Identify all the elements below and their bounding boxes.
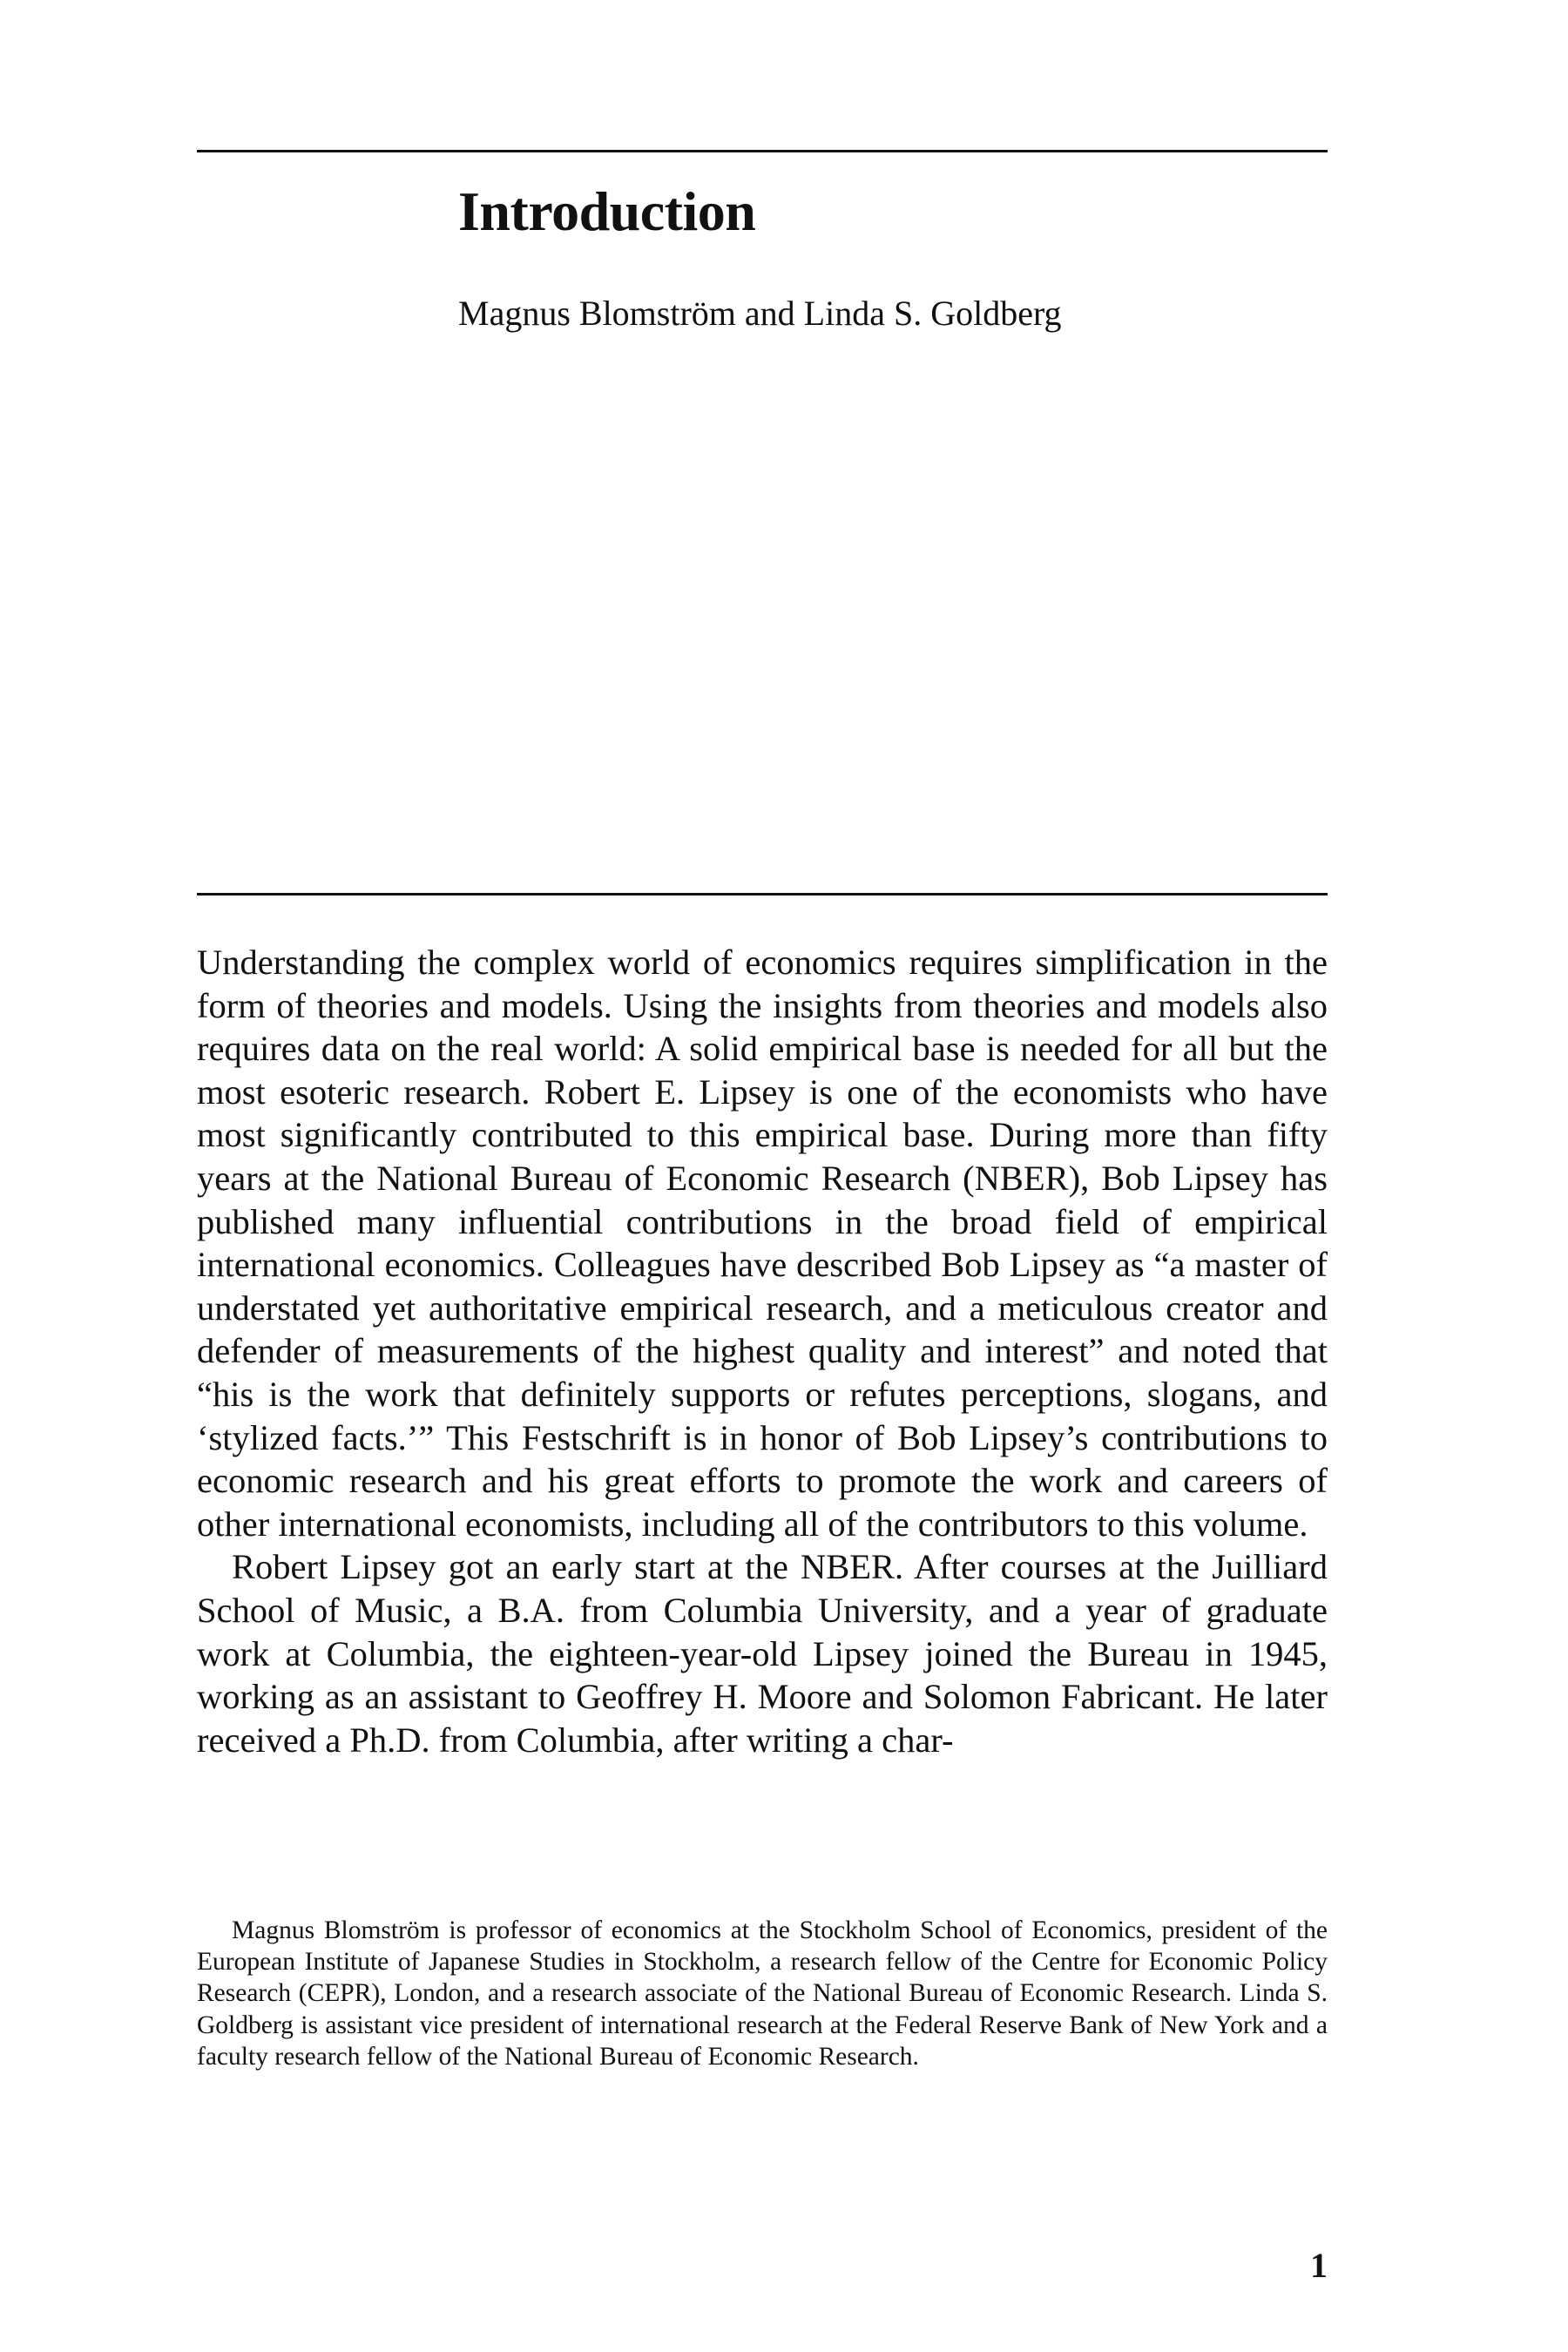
body-text [197, 941, 1328, 1761]
body-paragraph: Understanding the complex world of economics requires simplification in the form of theories and models. Using the insights from theories and models also requires data on the real world: A solid empirical base is needed for all but the most esoteric research. Robert E. Lipsey is one of the economists who have most significantly contributed to this empirical base. During more than fifty years at the National Bureau of Economic Research (NBER), Bob Lipsey has published many influential contributions in the broad field of empirical international economics. Colleagues have described Bob Lipsey as “a master of understated yet authoritative empirical research, and a meticulous creator and defender of measurements of the highest quality and interest” and noted that “his is the work that definitely supports or refutes perceptions, slogans, and ‘stylized facts.’” This Festschrift is in honor of Bob Lipsey’s contributions to economic research and his great efforts to promote the work and careers of other international economists, including all of the contributors to this volume. [197, 943, 1328, 1544]
chapter-title: Introduction [458, 180, 756, 242]
page-number: 1 [1310, 2246, 1328, 2285]
body-paragraph: Robert Lipsey got an early start at the NBER. After courses at the Juilliard School of Music, a B.A. from Columbia University, and a year of graduate work at Columbia, the eighteen-year-old Lipsey joined the Bureau in 1945, working as an assistant to Geoffrey H. Moore and Solomon Fabricant. He later received a Ph.D. from Columbia, after writing a char- [197, 1547, 1328, 1760]
top-rule [197, 150, 1328, 152]
chapter-authors: Magnus Blomström and Linda S. Goldberg [458, 294, 1062, 333]
title-block-bottom-rule [197, 893, 1328, 896]
author-footnote: Magnus Blomström is professor of economics at the Stockholm School of Economics, president of the European Institute of Japanese Studies in Stockholm, a research fellow of the Centre for Economic Policy Research (CEPR), London, and a research associate of the National Bureau of Economic Research. Linda S. Goldberg is assistant vice president of international research at the Federal Reserve Bank of New York and a faculty research fellow of the National Bureau of Economic Research. [197, 1916, 1328, 2071]
